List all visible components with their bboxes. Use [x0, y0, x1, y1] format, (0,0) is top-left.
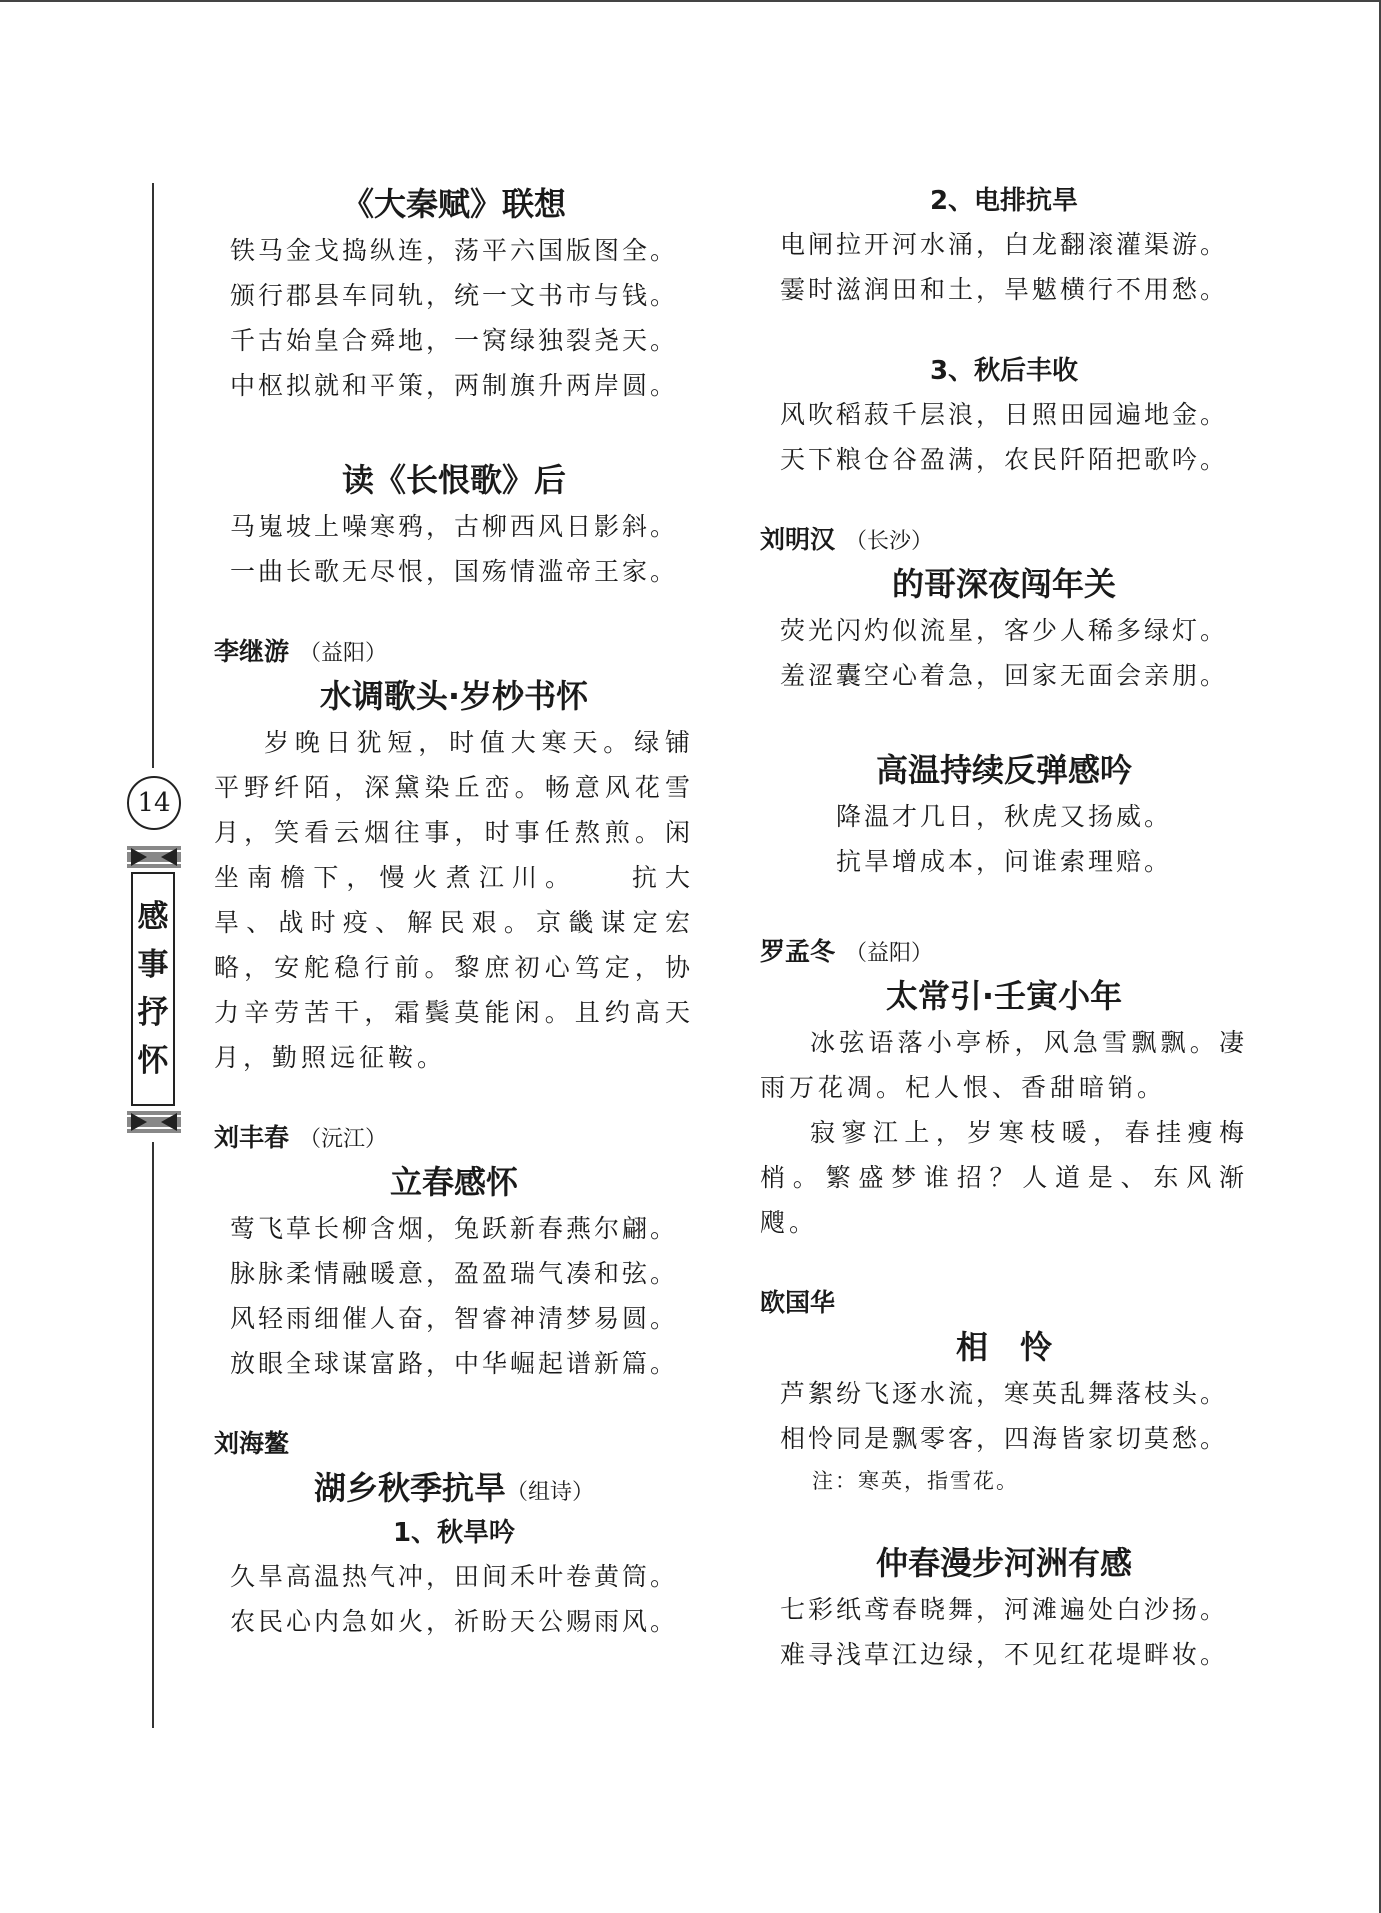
- poem-line: 羞涩囊空心着急，回家无面会亲朋。: [779, 661, 1228, 690]
- poem-body: 冰弦语落小亭桥，风急雪飘飘。凄雨万花凋。杞人恨、香甜暗销。: [760, 1028, 1248, 1102]
- poem-line: 一曲长歌无尽恨，国殇情滥帝王家。: [229, 557, 678, 586]
- poem-line: 荧光闪灼似流星，客少人稀多绿灯。: [779, 616, 1228, 645]
- poem-line: 电闸拉开河水涌，白龙翻滚灌渠游。: [779, 230, 1228, 259]
- author-place: （长沙）: [845, 529, 934, 554]
- section-label-char: 事: [137, 947, 169, 983]
- author-line: [214, 1424, 694, 1464]
- poem-line: 千古始皇合舜地，一窝绿独裂尧天。: [229, 326, 678, 355]
- poem-title: 相 怜: [955, 1328, 1052, 1366]
- author-line: [214, 632, 694, 672]
- author-place: （益阳）: [845, 941, 934, 966]
- poem-line: 抗旱增成本，问谁索理赔。: [835, 847, 1172, 876]
- right-column: [760, 180, 1248, 1677]
- poem-part-title: 3、秋后丰收: [929, 356, 1079, 386]
- poem-title: 的哥深夜闯年关: [891, 565, 1116, 603]
- poem-title: 立春感怀: [389, 1163, 518, 1201]
- poem-title: [214, 1464, 694, 1512]
- author-name: 刘明汉: [760, 525, 836, 554]
- section-label-char: 抒: [137, 995, 169, 1031]
- poem-title: 读《长恨歌》后: [341, 461, 566, 499]
- poem-line: 降温才几日，秋虎又扬威。: [835, 802, 1172, 831]
- poem-title: 仲春漫步河洲有感: [875, 1544, 1132, 1582]
- author-place: （沅江）: [299, 1127, 388, 1152]
- poem-part-title: 2、电排抗旱: [929, 186, 1079, 216]
- poem-line: 天下粮仓谷盈满，农民阡陌把歌吟。: [779, 445, 1228, 474]
- section-label-char: 怀: [137, 1043, 169, 1079]
- author-name: 刘海鳌: [214, 1429, 290, 1458]
- poem-line: 马嵬坡上噪寒鸦，古柳西风日影斜。: [229, 512, 678, 541]
- author-line: [760, 520, 1248, 560]
- poem-line: 难寻浅草江边绿，不见红花堤畔妆。: [779, 1640, 1228, 1669]
- author-line: [214, 1118, 694, 1158]
- left-column: [214, 180, 694, 1644]
- poem-title: 高温持续反弹感吟: [875, 751, 1132, 789]
- section-label-char: 感: [137, 899, 169, 935]
- margin-rule-top: [152, 183, 154, 768]
- poem-title-note: （组诗）: [506, 1480, 595, 1505]
- author-name: 刘丰春: [214, 1123, 290, 1152]
- poem-line: 相怜同是飘零客，四海皆家切莫愁。: [779, 1424, 1228, 1453]
- poem-line: 农民心内急如火，祈盼天公赐雨风。: [229, 1607, 678, 1636]
- poem-line: 风轻雨细催人奋，智睿神清梦易圆。: [229, 1304, 678, 1333]
- author-place: （益阳）: [299, 641, 388, 666]
- poem-part-title: 1、秋旱吟: [392, 1518, 516, 1548]
- poem-title-text: 湖乡秋季抗旱: [313, 1469, 506, 1507]
- poem-title: 太常引·壬寅小年: [885, 977, 1123, 1015]
- page-number: 14: [127, 776, 181, 830]
- margin-rule-bottom: [152, 1142, 154, 1728]
- poem-title: 《大秦赋》联想: [341, 185, 566, 223]
- poem-body: 寂寥江上，岁寒枝暖，春挂瘦梅梢。繁盛梦谁招？人道是、东风渐飕。: [760, 1118, 1248, 1237]
- poem-line: 莺飞草长柳含烟，兔跃新春燕尔翩。: [229, 1214, 678, 1243]
- author-name: 欧国华: [760, 1288, 836, 1317]
- poem-line: 霎时滋润田和土，旱魃横行不用愁。: [779, 275, 1228, 304]
- page-frame-top: [0, 0, 1381, 2]
- poem-line: 久旱高温热气冲，田间禾叶卷黄筒。: [229, 1562, 678, 1591]
- poem-title: 水调歌头·岁杪书怀: [319, 677, 589, 715]
- poem-line: 颁行郡县车同轨，统一文书市与钱。: [229, 281, 678, 310]
- poem-body: 岁晚日犹短，时值大寒天。绿铺平野纤陌，深黛染丘峦。畅意风花雪月，笑看云烟往事，时事任熬煎。闲坐南檐下，慢火煮江川。 抗大旱、战时疫、解民艰。京畿谋定宏略，安舵稳行前。黎庶初心笃定，协力辛劳苦干，霜鬓莫能闲。且约高天月，勤照远征鞍。: [214, 728, 694, 1072]
- ornament-bottom: [127, 1111, 181, 1133]
- poem-line: 脉脉柔情融暖意，盈盈瑞气凑和弦。: [229, 1259, 678, 1288]
- poem-line: 铁马金戈捣纵连，荡平六国版图全。: [229, 236, 678, 265]
- ornament-top: [127, 846, 181, 868]
- poem-line: 风吹稻菽千层浪，日照田园遍地金。: [779, 400, 1228, 429]
- poem-footnote: 注：寒英，指雪花。: [812, 1469, 1019, 1493]
- author-line: [760, 932, 1248, 972]
- poem-line: 芦絮纷飞逐水流，寒英乱舞落枝头。: [779, 1379, 1228, 1408]
- author-line: [760, 1283, 1248, 1323]
- poem-line: 放眼全球谋富路，中华崛起谱新篇。: [229, 1349, 678, 1378]
- poem-line: 中枢拟就和平策，两制旗升两岸圆。: [229, 371, 678, 400]
- author-name: 罗孟冬: [760, 937, 836, 966]
- poem-line: 七彩纸鸢春晓舞，河滩遍处白沙扬。: [779, 1595, 1228, 1624]
- section-label-box: [131, 872, 175, 1106]
- author-name: 李继游: [214, 637, 290, 666]
